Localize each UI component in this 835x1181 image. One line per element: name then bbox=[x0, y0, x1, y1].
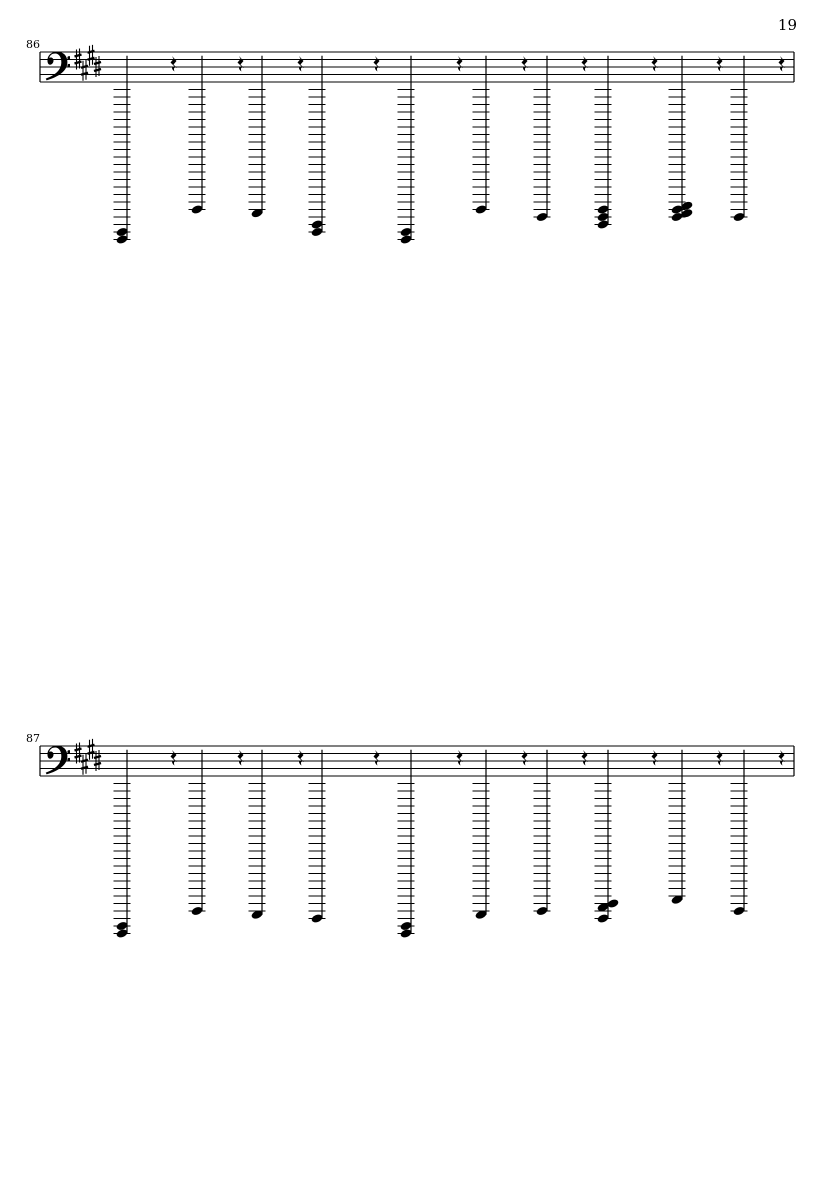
quarter-rest-icon bbox=[374, 750, 381, 766]
quarter-rest-icon bbox=[582, 750, 589, 766]
staff-system-87 bbox=[40, 739, 794, 939]
quarter-rest-icon bbox=[298, 750, 305, 766]
quarter-rest-icon bbox=[238, 750, 245, 766]
quarter-rest-icon bbox=[457, 56, 464, 72]
sharp-icon bbox=[81, 754, 88, 775]
sharp-icon bbox=[81, 60, 88, 81]
quarter-rest-icon bbox=[652, 56, 659, 72]
measure-number-87: 87 bbox=[26, 732, 40, 745]
quarter-rest-icon bbox=[717, 750, 724, 766]
quarter-rest-icon bbox=[522, 750, 529, 766]
quarter-rest-icon bbox=[374, 56, 381, 72]
sharp-icon bbox=[88, 739, 95, 760]
quarter-rest-icon bbox=[522, 56, 529, 72]
bass-clef-icon bbox=[46, 746, 71, 775]
quarter-rest-icon bbox=[171, 750, 178, 766]
quarter-rest-icon bbox=[717, 56, 724, 72]
quarter-rest-icon bbox=[582, 56, 589, 72]
quarter-rest-icon bbox=[779, 56, 786, 72]
page-number: 19 bbox=[777, 16, 797, 34]
quarter-rest-icon bbox=[238, 56, 245, 72]
quarter-rest-icon bbox=[171, 56, 178, 72]
quarter-rest-icon bbox=[652, 750, 659, 766]
quarter-rest-icon bbox=[298, 56, 305, 72]
bass-clef-icon bbox=[46, 52, 71, 81]
quarter-rest-icon bbox=[779, 750, 786, 766]
sharp-icon bbox=[88, 45, 95, 66]
staff-system-86 bbox=[40, 45, 794, 245]
measure-number-86: 86 bbox=[26, 38, 40, 51]
quarter-rest-icon bbox=[457, 750, 464, 766]
